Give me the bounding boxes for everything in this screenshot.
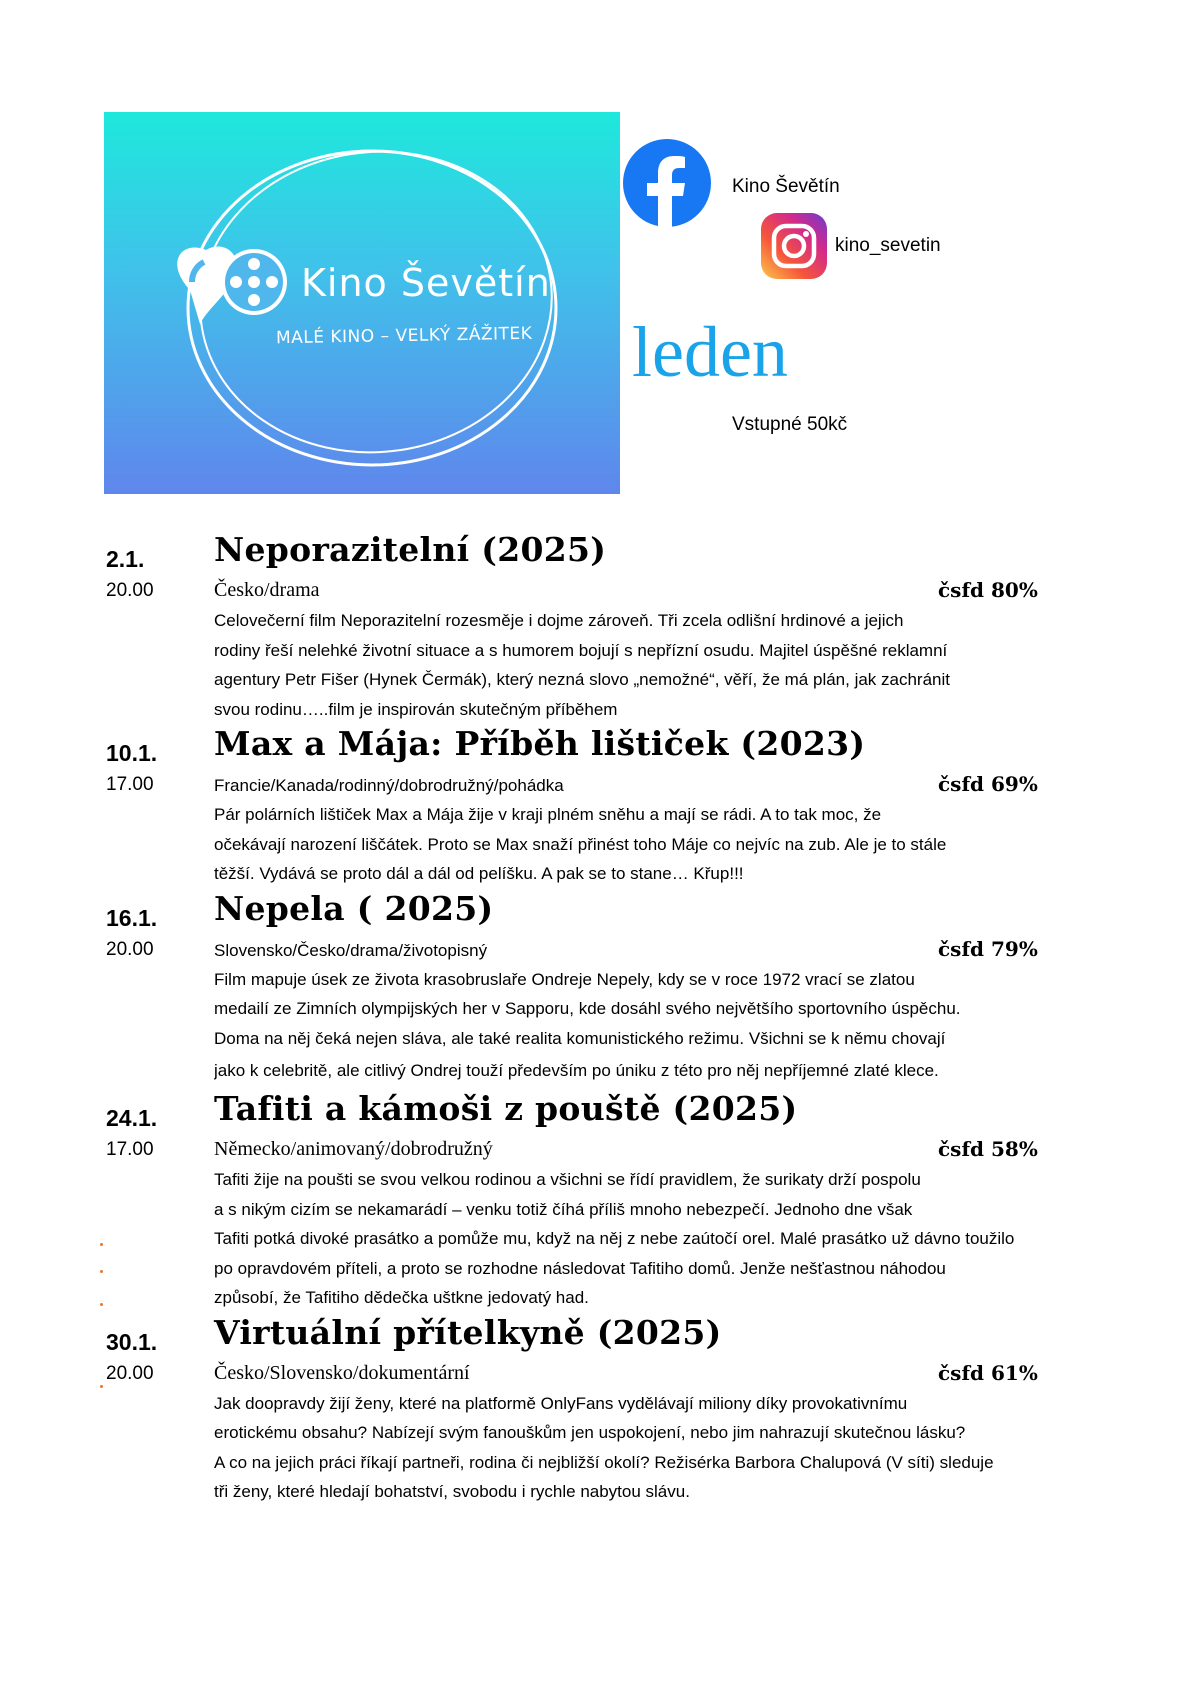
event-rating: čsfd 58% <box>938 1137 1038 1161</box>
event-item <box>106 1313 1106 1507</box>
description-line: tři ženy, které hledají bohatství, svobodu i rychle nabytou slávu. <box>214 1482 690 1501</box>
event-time: 20.00 <box>106 580 154 601</box>
event-description <box>214 1165 1059 1313</box>
event-genre: Německo/animovaný/dobrodružný <box>214 1138 493 1160</box>
event-genre: Slovensko/Česko/drama/životopisný <box>214 940 488 960</box>
logo-title: Kino Ševětín <box>301 261 551 305</box>
event-item <box>106 724 1106 889</box>
event-time: 17.00 <box>106 774 154 795</box>
margin-dot <box>100 1385 103 1388</box>
event-description <box>214 800 1059 889</box>
event-rating: čsfd 61% <box>938 1360 1038 1385</box>
event-title: Neporazitelní (2025) <box>214 530 607 569</box>
instagram-icon[interactable] <box>760 212 828 280</box>
event-time: 20.00 <box>106 938 154 960</box>
program-list <box>106 530 1106 1507</box>
event-date: 24.1. <box>106 1105 158 1131</box>
event-date: 30.1. <box>106 1328 158 1355</box>
event-rating: čsfd 69% <box>938 772 1038 796</box>
description-line: A co na jejich práci říkají partneři, rodina či nejbližší okolí? Režisérka Barbora Chalupová (V síti) sleduje <box>214 1452 994 1472</box>
description-line: Doma na něj čeká nejen sláva, ale také realita komunistického režimu. Všichni se k němu chovají <box>214 1028 946 1048</box>
event-title: Nepela ( 2025) <box>214 888 494 928</box>
event-title: Max a Mája: Příběh lištiček (2023) <box>214 724 866 763</box>
description-line: Jak doopravdy žijí ženy, které na platformě OnlyFans vydělávají miliony díky provokativnímu <box>214 1393 908 1413</box>
description-line: očekávají narození liščátek. Proto se Max snaží přinést toho Máje co nejvíc na zub. Ale je to stále <box>214 834 947 854</box>
facebook-label[interactable]: Kino Ševětín <box>732 176 840 197</box>
event-genre: Francie/Kanada/rodinný/dobrodružný/pohádka <box>214 776 564 795</box>
event-description <box>214 606 1059 724</box>
event-title: Virtuální přítelkyně (2025) <box>214 1312 722 1352</box>
entry-fee: Vstupné 50kč <box>732 414 848 435</box>
description-line: Film mapuje úsek ze života krasobruslaře Ondreje Nepely, kdy se v roce 1972 vrací se zlatou <box>214 969 915 989</box>
event-genre: Česko/drama <box>214 579 320 601</box>
description-line: svou rodinu…..film je inspirován skutečným příběhem <box>214 699 618 719</box>
month-title: leden <box>632 312 788 392</box>
event-rating: čsfd 80% <box>938 578 1038 602</box>
event-item <box>106 889 1106 1090</box>
description-line: po opravdovém příteli, a proto se rozhodne následovat Tafitiho domů. Jenže nešťastnou náhodou <box>214 1258 946 1278</box>
instagram-label[interactable]: kino_sevetin <box>835 235 941 256</box>
description-line: agentury Petr Fišer (Hynek Čermák), který nezná slovo „nemožné“, věří, že má plán, jak zachránit <box>214 670 951 689</box>
description-line: erotickému obsahu? Nabízejí svým fanouškům jen uspokojení, nebo jim nahrazují skutečnou lásku? <box>214 1423 966 1442</box>
event-genre: Česko/Slovensko/dokumentární <box>214 1361 470 1384</box>
event-item <box>106 1089 1106 1313</box>
description-line: medailí ze Zimních olympijských her v Sapporu, kde dosáhl svého největšího sportovního úspěchu. <box>214 999 961 1018</box>
description-line: Tafiti potká divoké prasátko a pomůže mu, když na něj z nebe zaútočí orel. Malé prasátko už dávno toužilo <box>214 1229 1015 1248</box>
description-line: Tafiti žije na poušti se svou velkou rodinou a všichni se řídí pravidlem, že surikaty drží pospolu <box>214 1170 921 1189</box>
event-item <box>106 530 1106 724</box>
description-line: jako k celebritě, ale citlivý Ondrej touží především po úniku z této pro něj nepříjemné zlaté klece. <box>214 1061 939 1080</box>
description-line: těžší. Vydává se proto dál a dál od pelíšku. A pak se to stane… Křup!!! <box>214 864 744 883</box>
margin-dot <box>100 1303 103 1306</box>
event-date: 10.1. <box>106 740 158 766</box>
margin-dot <box>100 1243 103 1246</box>
event-description <box>214 965 1059 1090</box>
description-line: Pár polárních lištiček Max a Mája žije v kraji plném sněhu a mají se rádi. A to tak moc, že <box>214 805 882 824</box>
event-date: 16.1. <box>106 904 158 931</box>
facebook-icon[interactable] <box>622 138 712 228</box>
margin-dot <box>100 1270 103 1273</box>
description-line: a s nikým cizím se nekamarádí – venku totiž číhá příliš mnoho nebezpečí. Jednoho dne však <box>214 1199 913 1219</box>
logo-subtitle: MALÉ KINO – VELKÝ ZÁŽITEK <box>275 323 533 349</box>
event-time: 17.00 <box>106 1139 154 1160</box>
event-description <box>214 1389 1059 1507</box>
event-rating: čsfd 79% <box>938 936 1038 961</box>
cinema-logo <box>104 112 620 494</box>
description-line: rodiny řeší nelehké životní situace a s humorem bojují s nepřízní osudu. Majitel úspěšné reklamní <box>214 640 948 660</box>
description-line: Celovečerní film Neporazitelní rozesměje i dojme zároveň. Tři zcela odlišní hrdinové a jejich <box>214 611 904 630</box>
description-line: způsobí, že Tafitiho dědečka uštkne jedovatý had. <box>214 1288 589 1307</box>
event-time: 20.00 <box>106 1362 154 1384</box>
event-date: 2.1. <box>106 546 145 572</box>
event-title: Tafiti a kámoši z pouště (2025) <box>214 1089 798 1128</box>
